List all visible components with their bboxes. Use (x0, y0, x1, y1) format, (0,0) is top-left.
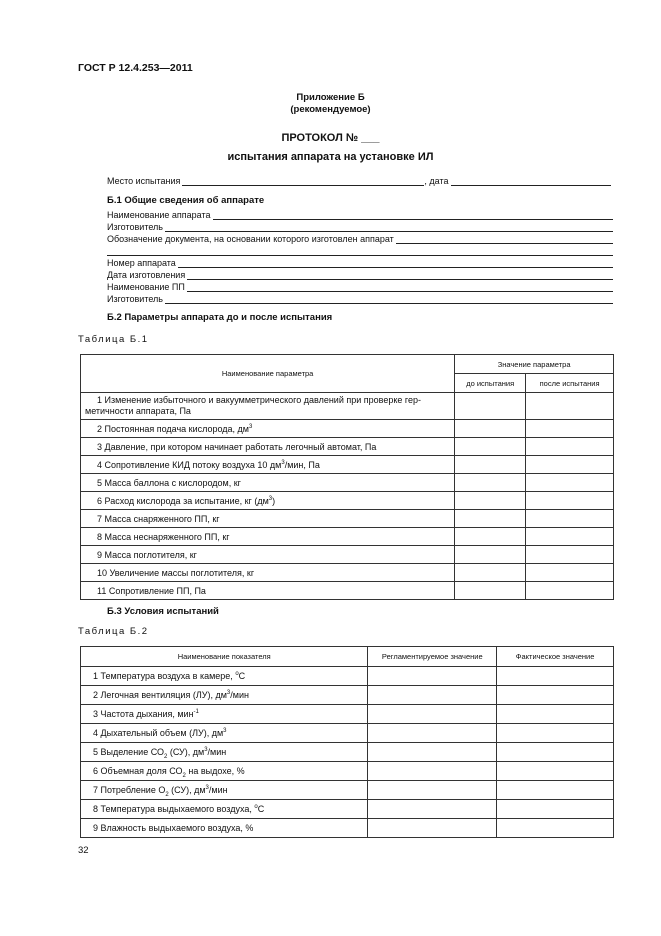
table-row (81, 781, 614, 800)
indicator-unit: С (238, 671, 246, 681)
parameter-text: 1 Изменение избыточного и вакуумметрического давлений при проверке гер-метичности аппарата, Па (85, 395, 421, 416)
parameter-text: 7 Масса снаряженного ПП, кг (97, 513, 220, 524)
annex-subtitle: (рекомендуемое) (290, 104, 371, 115)
table-row (81, 492, 614, 510)
table-row (81, 667, 614, 686)
table-row (81, 456, 614, 474)
superscript: 3 (226, 690, 231, 696)
before-value-cell[interactable] (455, 474, 526, 492)
indicator-text: 5 Выделение СО (93, 747, 164, 757)
before-value-cell[interactable] (455, 492, 526, 510)
table-b1 (80, 354, 614, 600)
indicator-name (81, 781, 368, 800)
subscript: 2 (165, 791, 169, 798)
table1-col-after: после испытания (526, 374, 614, 393)
field-label: Номер аппарата (107, 258, 176, 268)
table2-col-name: Наименование показателя (81, 647, 368, 667)
indicator-unit: /мин (207, 747, 227, 757)
parameter-name (81, 420, 455, 438)
before-value-cell[interactable] (455, 564, 526, 582)
section-b2-title: Б.2 Параметры аппарата до и после испытания (107, 312, 333, 323)
norm-value-cell[interactable] (368, 762, 497, 781)
before-value-cell[interactable] (455, 420, 526, 438)
field-label: Изготовитель (107, 222, 163, 232)
after-value-cell[interactable] (526, 456, 614, 474)
field-line[interactable] (187, 269, 613, 280)
superscript: 3 (281, 459, 285, 466)
superscript: о (235, 671, 239, 677)
after-value-cell[interactable] (526, 393, 614, 420)
indicator-unit: /мин (208, 785, 228, 795)
field-label: Обозначение документа, на основании которого изготовлен аппарат (107, 234, 394, 244)
table-row (81, 582, 614, 600)
table-row (81, 510, 614, 528)
table1-col-before: до испытания (455, 374, 526, 393)
superscript: 3 (223, 728, 227, 734)
indicator-unit: /мин (230, 690, 249, 700)
field-line[interactable] (165, 293, 613, 304)
table-row (81, 546, 614, 564)
indicator-name (81, 686, 368, 705)
norm-value-cell[interactable] (368, 724, 497, 743)
field-row-name (107, 209, 613, 220)
table1-col-name: Наименование параметра (81, 355, 455, 393)
indicator-text: 9 Влажность выдыхаемого воздуха, % (93, 823, 254, 833)
parameter-unit: ) (272, 495, 276, 506)
norm-value-cell[interactable] (368, 686, 497, 705)
table2-col-fact: Фактическое значение (497, 647, 614, 667)
after-value-cell[interactable] (526, 510, 614, 528)
before-value-cell[interactable] (455, 393, 526, 420)
superscript: -1 (193, 709, 199, 715)
field-line[interactable] (396, 233, 613, 244)
section-b1-title: Б.1 Общие сведения об аппарате (107, 195, 265, 206)
parameter-name (81, 492, 455, 510)
indicator-name (81, 800, 368, 819)
parameter-name (81, 393, 455, 420)
norm-value-cell[interactable] (368, 781, 497, 800)
parameter-text: 5 Масса баллона с кислородом, кг (97, 477, 241, 488)
table-row (81, 438, 614, 456)
parameter-text: 2 Постоянная подача кислорода, дм (97, 423, 249, 434)
parameter-name (81, 546, 455, 564)
after-value-cell[interactable] (526, 492, 614, 510)
norm-value-cell[interactable] (368, 705, 497, 724)
norm-value-cell[interactable] (368, 667, 497, 686)
table-row (81, 564, 614, 582)
field-label: Дата изготовления (107, 270, 186, 280)
table-row (81, 528, 614, 546)
fact-value-cell[interactable] (497, 781, 614, 800)
table-row (81, 420, 614, 438)
section-b3-title: Б.3 Условия испытаний (107, 606, 219, 617)
after-value-cell[interactable] (526, 420, 614, 438)
page-number: 32 (78, 845, 89, 856)
place-row (107, 175, 611, 186)
after-value-cell[interactable] (526, 528, 614, 546)
superscript: 3 (204, 747, 208, 753)
norm-value-cell[interactable] (368, 800, 497, 819)
field-row-pp-name (107, 281, 613, 292)
table2-caption: Таблица Б.2 (78, 626, 149, 637)
fact-value-cell[interactable] (497, 743, 614, 762)
parameter-name (81, 564, 455, 582)
table-row (81, 819, 614, 838)
superscript: 3 (205, 785, 209, 791)
field-row-number (107, 257, 613, 268)
table-row (81, 724, 614, 743)
fact-value-cell[interactable] (497, 800, 614, 819)
after-value-cell[interactable] (526, 438, 614, 456)
before-value-cell[interactable] (455, 456, 526, 474)
before-value-cell[interactable] (455, 546, 526, 564)
indicator-text: 3 Частота дыхания, мин (93, 709, 194, 719)
parameter-text: 10 Увеличение массы поглотителя, кг (97, 567, 255, 578)
fact-value-cell[interactable] (497, 686, 614, 705)
table-row (81, 393, 614, 420)
protocol-subtitle: испытания аппарата на установке ИЛ (227, 151, 434, 163)
field-label: Наименование ПП (107, 282, 185, 292)
parameter-text: 4 Сопротивление КИД потоку воздуха 10 дм (97, 459, 282, 470)
table-b2 (80, 646, 614, 838)
norm-value-cell[interactable] (368, 819, 497, 838)
parameter-name (81, 438, 455, 456)
before-value-cell[interactable] (455, 510, 526, 528)
table-row (81, 705, 614, 724)
field-row-date (107, 269, 613, 280)
fact-value-cell[interactable] (497, 819, 614, 838)
table-row (81, 686, 614, 705)
parameter-name (81, 582, 455, 600)
indicator-text: (СУ), дм (168, 785, 206, 795)
table-row (81, 762, 614, 781)
table-row (81, 743, 614, 762)
field-row-pp-maker (107, 293, 613, 304)
field-line[interactable] (107, 245, 613, 256)
superscript: 3 (268, 495, 273, 502)
fact-value-cell[interactable] (497, 724, 614, 743)
parameter-name (81, 510, 455, 528)
field-line[interactable] (187, 281, 613, 292)
field-row-blank (107, 245, 613, 256)
indicator-text: 4 Дыхательный объем (ЛУ), дм (93, 728, 224, 738)
parameter-text: 11 Сопротивление ПП, Па (97, 585, 206, 596)
table-row (81, 474, 614, 492)
indicator-name (81, 705, 368, 724)
date-label: , дата (424, 176, 449, 186)
indicator-name (81, 724, 368, 743)
superscript: 3 (248, 423, 253, 430)
parameter-name (81, 456, 455, 474)
indicator-name (81, 819, 368, 838)
protocol-title: ПРОТОКОЛ № ___ (281, 132, 380, 144)
after-value-cell[interactable] (526, 546, 614, 564)
indicator-text: 7 Потребление О (93, 785, 166, 795)
date-field[interactable] (451, 175, 612, 186)
parameter-text: 9 Масса поглотителя, кг (97, 549, 197, 560)
parameter-text: 3 Давление, при котором начинает работать легочный автомат, Па (97, 441, 377, 452)
before-value-cell[interactable] (455, 438, 526, 456)
after-value-cell[interactable] (526, 474, 614, 492)
field-line[interactable] (165, 221, 613, 232)
after-value-cell[interactable] (526, 582, 614, 600)
before-value-cell[interactable] (455, 528, 526, 546)
indicator-text: 6 Объемная доля СО (93, 766, 183, 776)
field-line[interactable] (213, 209, 614, 220)
before-value-cell[interactable] (455, 582, 526, 600)
field-label: Наименование аппарата (107, 210, 211, 220)
fact-value-cell[interactable] (497, 762, 614, 781)
annex-title: Приложение Б (296, 92, 365, 103)
indicator-text: (СУ), дм (167, 747, 205, 757)
indicator-text: на выдохе, % (185, 766, 245, 776)
parameter-name (81, 474, 455, 492)
field-row-doc (107, 233, 613, 244)
indicator-text: 1 Температура воздуха в камере, (93, 671, 236, 681)
parameter-name (81, 528, 455, 546)
place-label: Место испытания (107, 176, 181, 186)
indicator-name (81, 762, 368, 781)
subscript: 2 (164, 753, 168, 760)
table1-caption: Таблица Б.1 (78, 334, 149, 345)
indicator-text: 8 Температура выдыхаемого воздуха, (93, 804, 255, 814)
indicator-name (81, 743, 368, 762)
after-value-cell[interactable] (526, 564, 614, 582)
indicator-name (81, 667, 368, 686)
table1-col-value: Значение параметра (455, 355, 614, 374)
indicator-text: 2 Легочная вентиляция (ЛУ), дм (93, 690, 227, 700)
standard-number: ГОСТ Р 12.4.253—2011 (78, 62, 193, 74)
parameter-text: 6 Расход кислорода за испытание, кг (дм (97, 495, 269, 506)
place-field[interactable] (182, 175, 424, 186)
norm-value-cell[interactable] (368, 743, 497, 762)
fact-value-cell[interactable] (497, 705, 614, 724)
superscript: о (254, 804, 258, 810)
table-row (81, 800, 614, 819)
indicator-unit: С (257, 804, 265, 814)
field-row-maker (107, 221, 613, 232)
fact-value-cell[interactable] (497, 667, 614, 686)
subscript: 2 (182, 772, 186, 779)
field-line[interactable] (178, 257, 613, 268)
parameter-unit: /мин, Па (284, 459, 320, 470)
parameter-text: 8 Масса неснаряженного ПП, кг (97, 531, 230, 542)
table2-col-norm: Регламентируемое значение (368, 647, 497, 667)
field-label: Изготовитель (107, 294, 163, 304)
